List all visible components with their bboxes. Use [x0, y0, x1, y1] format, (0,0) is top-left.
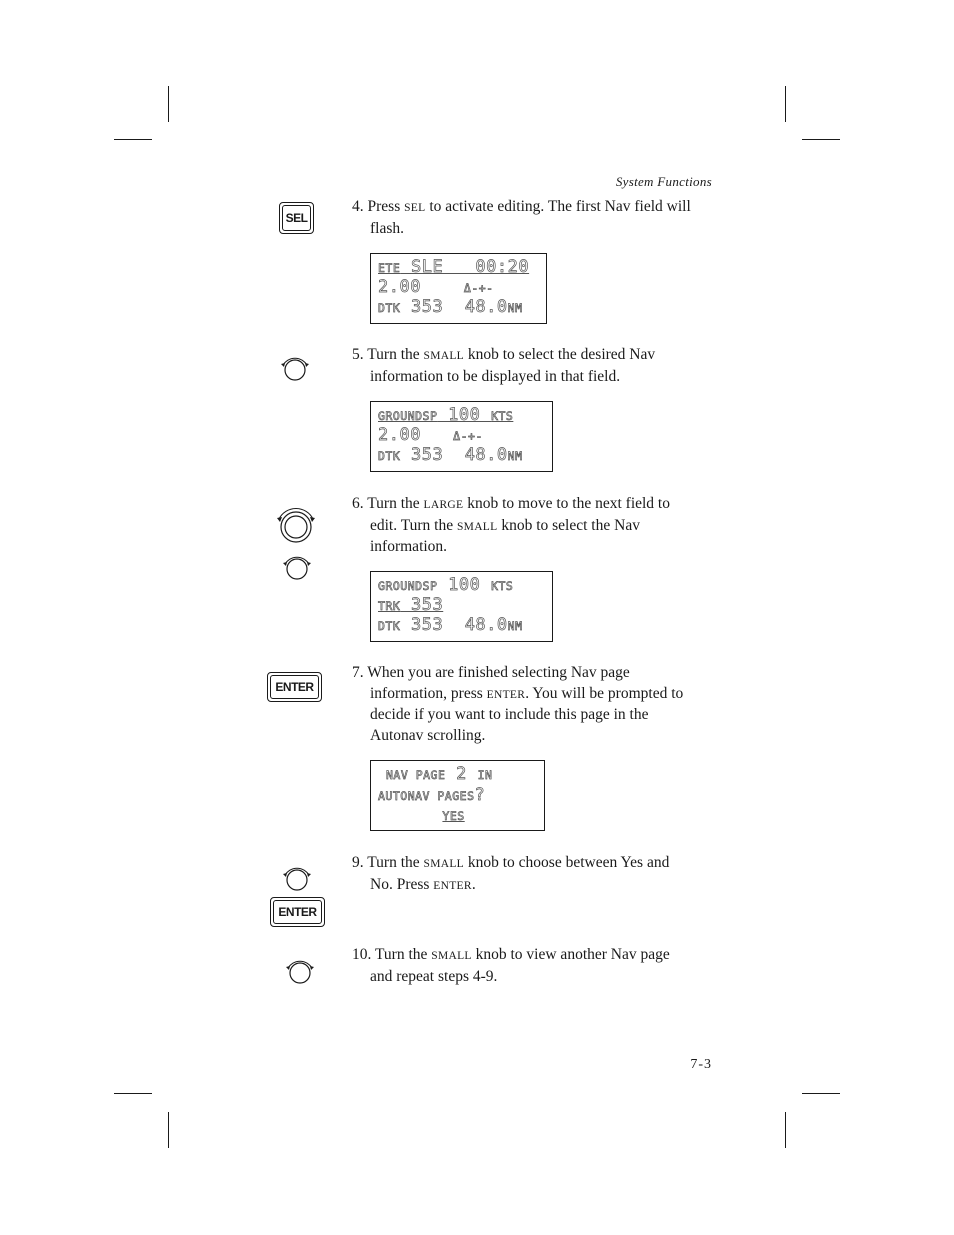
lcd-line: ETE SLE 00:20: [378, 257, 530, 277]
crop-mark: [114, 139, 152, 140]
small-knob-icon[interactable]: [283, 957, 317, 987]
section-header: System Functions: [615, 174, 712, 189]
step-6: 6. Turn the LARGE knob to move to the next field to edit. Turn the SMALL knob to select the Nav information.: [352, 495, 670, 555]
lcd-display-nav-edit: [370, 253, 547, 324]
lcd-display-track: [370, 571, 553, 642]
lcd-line: AUTONAV PAGES?: [378, 785, 486, 805]
lcd-display-autonav-prompt: [370, 760, 545, 831]
enter-button[interactable]: [267, 672, 322, 702]
lcd-line: DTK 353 48.0NM: [378, 445, 523, 465]
crop-mark: [168, 86, 169, 122]
small-knob-icon[interactable]: [278, 354, 312, 384]
lcd-line: [378, 805, 465, 825]
step-5: 5. Turn the SMALL knob to select the desired Nav information to be displayed in that field.: [352, 346, 656, 385]
crop-mark: [802, 1093, 840, 1094]
crop-mark: [785, 86, 786, 122]
lcd-line: 2.00 Δ-+-: [378, 425, 483, 445]
lcd-line: TRK 353: [378, 595, 444, 615]
crop-mark: [785, 1112, 786, 1148]
lcd-line: GROUNDSP 100 KTS: [378, 575, 514, 595]
lcd-line: 2.00 Δ-+-: [378, 277, 494, 297]
enter-button-label: ENTER: [278, 905, 317, 919]
lcd-line: DTK 353 48.0NM: [378, 297, 523, 317]
step-7: 7. When you are finished selecting Nav page information, press ENTER. You will be prompted to decide if you want to include this page in the Autonav scrolling.: [352, 664, 684, 744]
lcd-line: GROUNDSP 100 KTS: [378, 405, 514, 425]
small-knob-icon[interactable]: [280, 553, 314, 583]
crop-mark: [114, 1093, 152, 1094]
step-9: 9. Turn the SMALL knob to choose between Yes and No. Press ENTER.: [352, 854, 670, 893]
step-10: 10. Turn the SMALL knob to view another Nav page and repeat steps 4-9.: [352, 946, 670, 985]
large-knob-icon[interactable]: [274, 505, 318, 545]
sel-button-label: SEL: [285, 211, 308, 225]
small-knob-icon[interactable]: [280, 864, 314, 894]
step-4: 4. Press SEL to activate editing. The first Nav field will flash.: [352, 198, 691, 237]
crop-mark: [168, 1112, 169, 1148]
lcd-yes-option: YES: [442, 809, 465, 823]
lcd-line: NAV PAGE 2 IN: [386, 764, 493, 784]
enter-button-label: ENTER: [275, 680, 314, 694]
crop-mark: [802, 139, 840, 140]
sel-button[interactable]: [279, 202, 314, 234]
page-number: 7-3: [690, 1057, 712, 1072]
lcd-line: DTK 353 48.0NM: [378, 615, 523, 635]
enter-button[interactable]: [270, 897, 325, 927]
lcd-display-groundspeed: [370, 401, 553, 472]
